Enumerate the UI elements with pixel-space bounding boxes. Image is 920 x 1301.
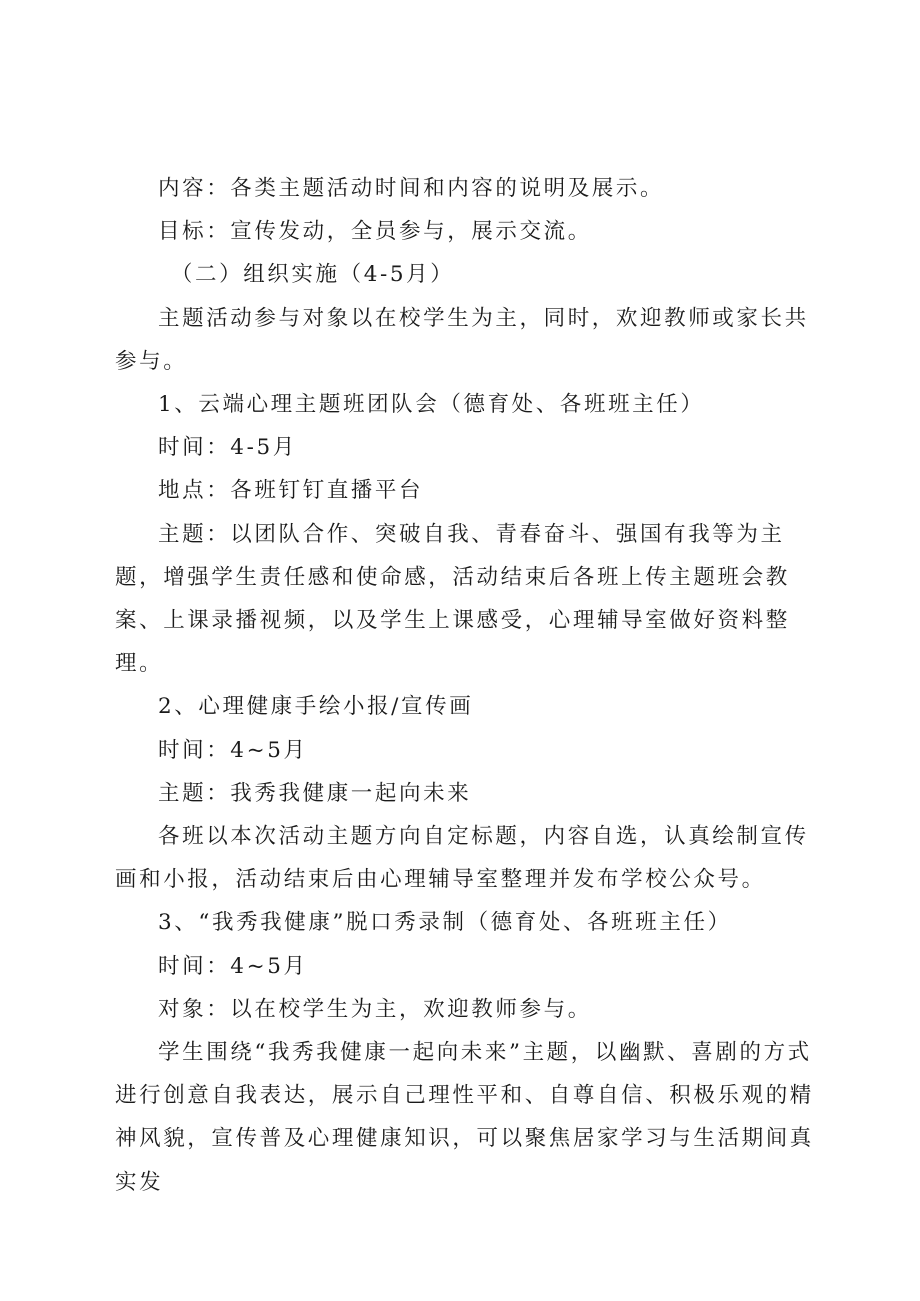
paragraph-audience-3: 对象：以在校学生为主，欢迎教师参与。	[158, 996, 592, 1022]
item-heading-3: 3、“我秀我健康”脱口秀录制（德育处、各班班主任）	[158, 910, 732, 936]
paragraph-theme-2: 主题：我秀我健康一起向未来	[158, 780, 472, 806]
item-heading-1: 1、云端心理主题班团队会（德育处、各班班主任）	[158, 392, 705, 418]
paragraph-goal: 目标：宣传发动，全员参与，展示交流。	[158, 219, 592, 245]
paragraph-description-2: 各班以本次活动主题方向自定标题，内容自选，认真绘制宣传画和小报，活动结束后由心理辅导室整理并发布学校公众号。	[115, 824, 809, 893]
paragraph-time-1: 时间：4-5月	[158, 435, 297, 461]
paragraph-description-3: 学生围绕“我秀我健康一起向未来”主题，以幽默、喜剧的方式进行创意自我表达，展示自己理性平和、自尊自信、积极乐观的精神风貌，宣传普及心理健康知识，可以聚焦居家学习与生活期间真实发	[115, 1040, 814, 1195]
paragraph-location-1: 地点：各班钉钉直播平台	[158, 478, 424, 504]
paragraph-time-2: 时间：4~5月	[158, 737, 308, 763]
paragraph-theme-1: 主题：以团队合作、突破自我、青春奋斗、强国有我等为主题，增强学生责任感和使命感，活动结束后各班上传主题班会教案、上课录播视频，以及学生上课感受，心理辅导室做好资料整理。	[115, 521, 790, 677]
item-heading-2: 2、心理健康手绘小报/宣传画	[158, 694, 474, 720]
paragraph-time-3: 时间：4~5月	[158, 953, 308, 979]
paragraph-content: 内容：各类主题活动时间和内容的说明及展示。	[158, 176, 665, 201]
document-body	[115, 167, 823, 1204]
section-heading-organize: （二）组织实施（4-5月）	[170, 262, 455, 288]
paragraph-participants: 主题活动参与对象以在校学生为主，同时，欢迎教师或家长共参与。	[115, 305, 809, 374]
